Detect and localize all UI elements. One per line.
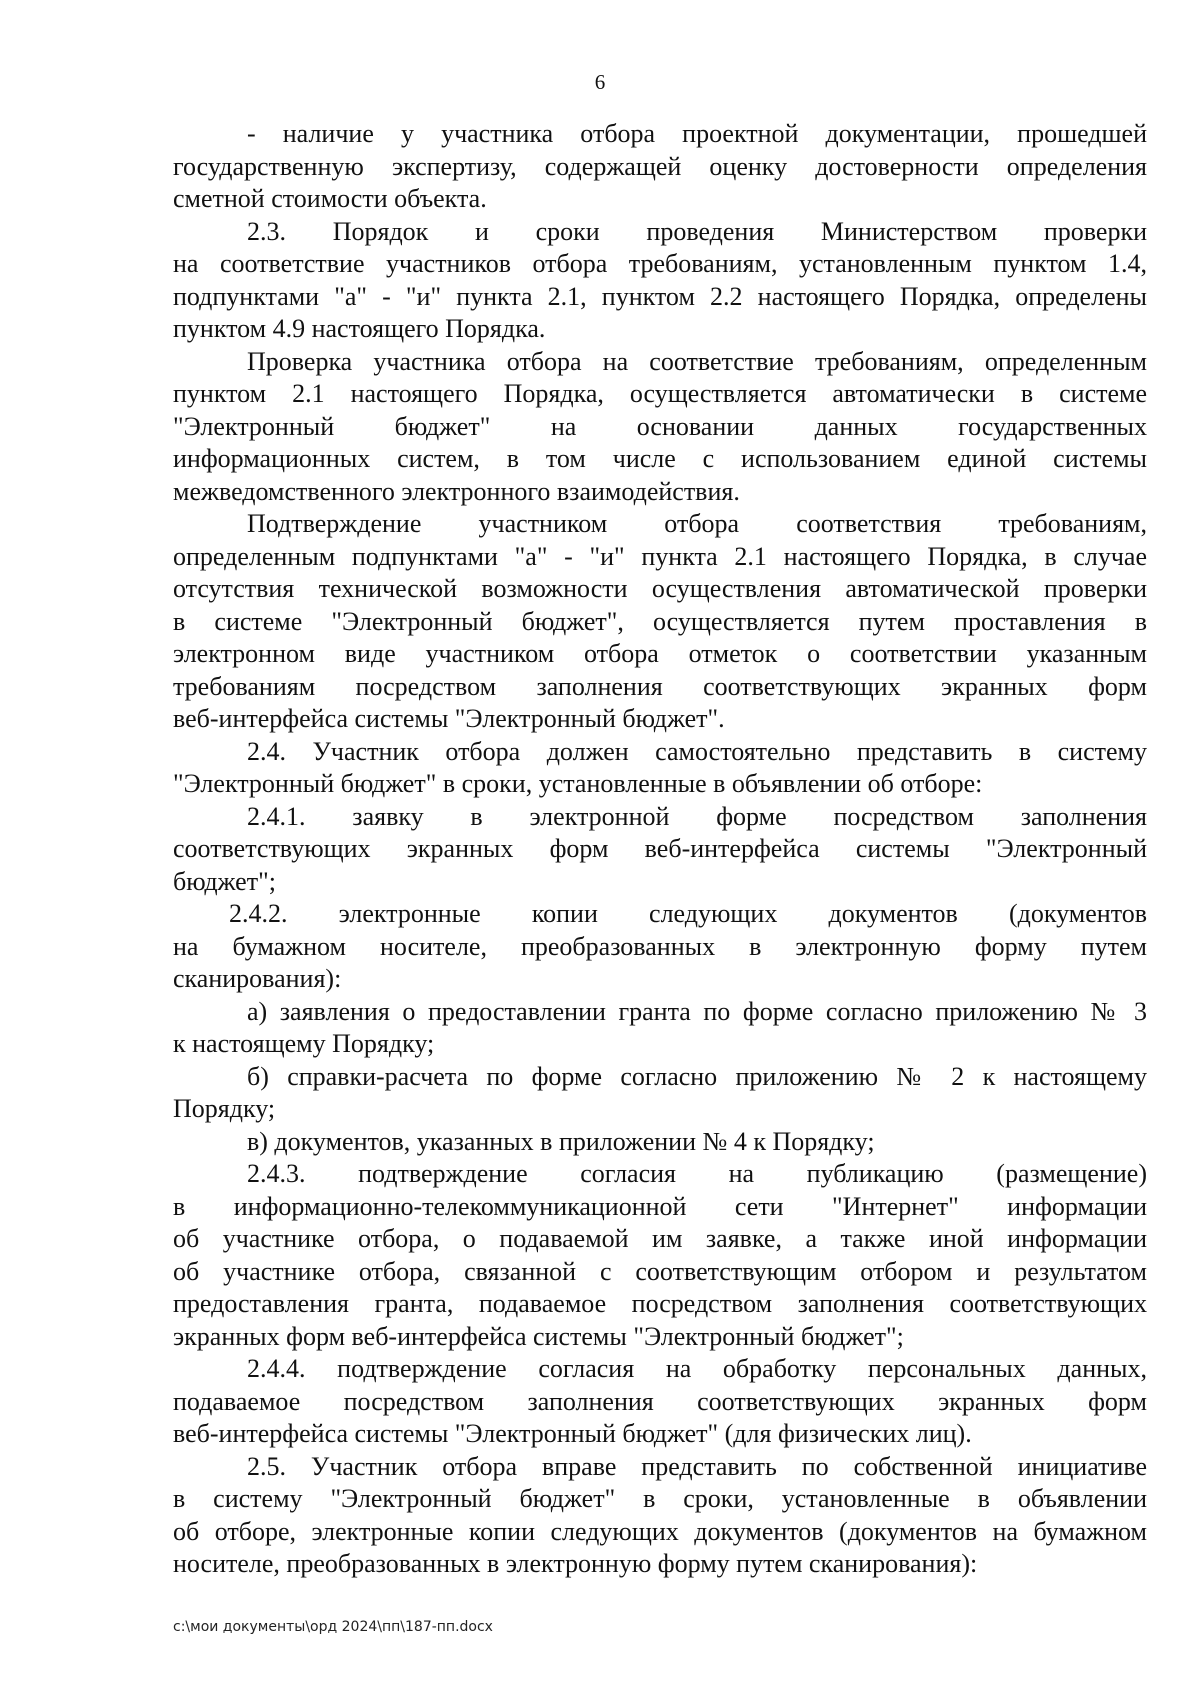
text-line: 2.4.1. заявку в электронной форме посредством заполнения	[247, 801, 1147, 831]
text-line: Подтверждение участником отбора соответствия требованиям,	[247, 509, 1147, 538]
text-line: веб-интерфейса системы "Электронный бюджет" (для физических лиц).	[173, 1419, 972, 1448]
text-line: к настоящему Порядку;	[173, 1029, 435, 1058]
footer-file-path: c:\мои документы\орд 2024\пп\187-пп.docx	[173, 1619, 493, 1635]
text-line: в системе "Электронный бюджет", осуществляется путем проставления в	[173, 606, 1147, 636]
text-line: предоставления гранта, подаваемое посредством заполнения соответствующих	[173, 1289, 1147, 1318]
text-line: отсутствия технической возможности осуществления автоматической проверки	[173, 574, 1147, 603]
text-line: на соответствие участников отбора требованиям, установленным пунктом 1.4,	[173, 249, 1147, 278]
text-line: об участнике отбора, о подаваемой им заявке, а также иной информации	[173, 1224, 1147, 1253]
paragraph-verification	[173, 346, 1147, 509]
text-line: 2.4.4. подтверждение согласия на обработку персональных данных,	[247, 1354, 1147, 1383]
text-line: 2.4.2. электронные копии следующих документов (документов	[229, 899, 1147, 928]
text-line: пунктом 2.1 настоящего Порядка, осуществляется автоматически в системе	[173, 379, 1147, 408]
text-line: определенным подпунктами "а" - "и" пункта 2.1 настоящего Порядка, в случае	[173, 541, 1147, 571]
text-line: экранных форм веб-интерфейса системы "Электронный бюджет";	[173, 1321, 904, 1351]
text-line: Проверка участника отбора на соответствие требованиям, определенным	[247, 346, 1147, 376]
paragraph-item-a	[173, 996, 1147, 1061]
text-line: требованиям посредством заполнения соответствующих экранных форм	[173, 671, 1147, 701]
paragraph-item-b	[173, 1061, 1147, 1126]
text-line: об участнике отбора, связанной с соответствующим отбором и результатом	[173, 1256, 1147, 1286]
paragraph-2-3	[173, 216, 1147, 346]
text-line: подаваемое посредством заполнения соответствующих экранных форм	[173, 1386, 1147, 1416]
text-line: бюджет";	[173, 866, 276, 896]
text-line: Порядку;	[173, 1094, 276, 1123]
paragraph-2-4-4	[173, 1353, 1147, 1451]
text-line: государственную экспертизу, содержащей оценку достоверности определения	[173, 151, 1147, 181]
paragraph-2-5	[173, 1451, 1147, 1581]
text-line: 2.3. Порядок и сроки проведения Министерством проверки	[247, 216, 1147, 246]
text-line: информационных систем, в том числе с использованием единой системы	[173, 444, 1147, 473]
text-line: межведомственного электронного взаимодействия.	[173, 476, 740, 506]
text-line: в) документов, указанных в приложении № 4 к Порядку;	[247, 1126, 875, 1156]
text-line: сканирования):	[173, 964, 342, 993]
text-line: пунктом 4.9 настоящего Порядка.	[173, 314, 546, 343]
text-line: "Электронный бюджет" в сроки, установленные в объявлении об отборе:	[173, 769, 983, 798]
paragraph-project-documentation	[173, 118, 1147, 216]
text-line: - наличие у участника отбора проектной документации, прошедшей	[247, 119, 1147, 148]
page-number: 6	[594, 70, 606, 94]
text-line: электронном виде участником отбора отметок о соответствии указанным	[173, 639, 1147, 668]
document-body	[173, 118, 1147, 1581]
paragraph-2-4-1	[173, 801, 1147, 899]
text-line: об отборе, электронные копии следующих документов (документов на бумажном	[173, 1516, 1147, 1546]
paragraph-2-4-3	[173, 1158, 1147, 1353]
text-line: в систему "Электронный бюджет" в сроки, установленные в объявлении	[173, 1484, 1147, 1513]
text-line: б) справки-расчета по форме согласно приложению № 2 к настоящему	[247, 1061, 1147, 1091]
text-line: "Электронный бюджет" на основании данных государственных	[173, 411, 1147, 441]
text-line: 2.4. Участник отбора должен самостоятельно представить в систему	[247, 736, 1147, 766]
text-line: сметной стоимости объекта.	[173, 184, 487, 213]
text-line: 2.4.3. подтверждение согласия на публикацию (размещение)	[247, 1159, 1147, 1188]
text-line: веб-интерфейса системы "Электронный бюджет".	[173, 704, 725, 733]
text-line: носителе, преобразованных в электронную форму путем сканирования):	[173, 1549, 978, 1578]
paragraph-2-4-2	[173, 898, 1147, 996]
text-line: а) заявления о предоставлении гранта по форме согласно приложению № 3	[247, 996, 1147, 1026]
text-line: 2.5. Участник отбора вправе представить по собственной инициативе	[247, 1451, 1147, 1481]
text-line: на бумажном носителе, преобразованных в электронную форму путем	[173, 931, 1147, 961]
paragraph-2-4	[173, 736, 1147, 801]
paragraph-confirmation	[173, 508, 1147, 736]
text-line: подпунктами "а" - "и" пункта 2.1, пунктом 2.2 настоящего Порядка, определены	[173, 281, 1147, 311]
paragraph-item-v	[173, 1126, 1147, 1159]
text-line: в информационно-телекоммуникационной сети "Интернет" информации	[173, 1191, 1147, 1221]
text-line: соответствующих экранных форм веб-интерфейса системы "Электронный	[173, 834, 1147, 863]
